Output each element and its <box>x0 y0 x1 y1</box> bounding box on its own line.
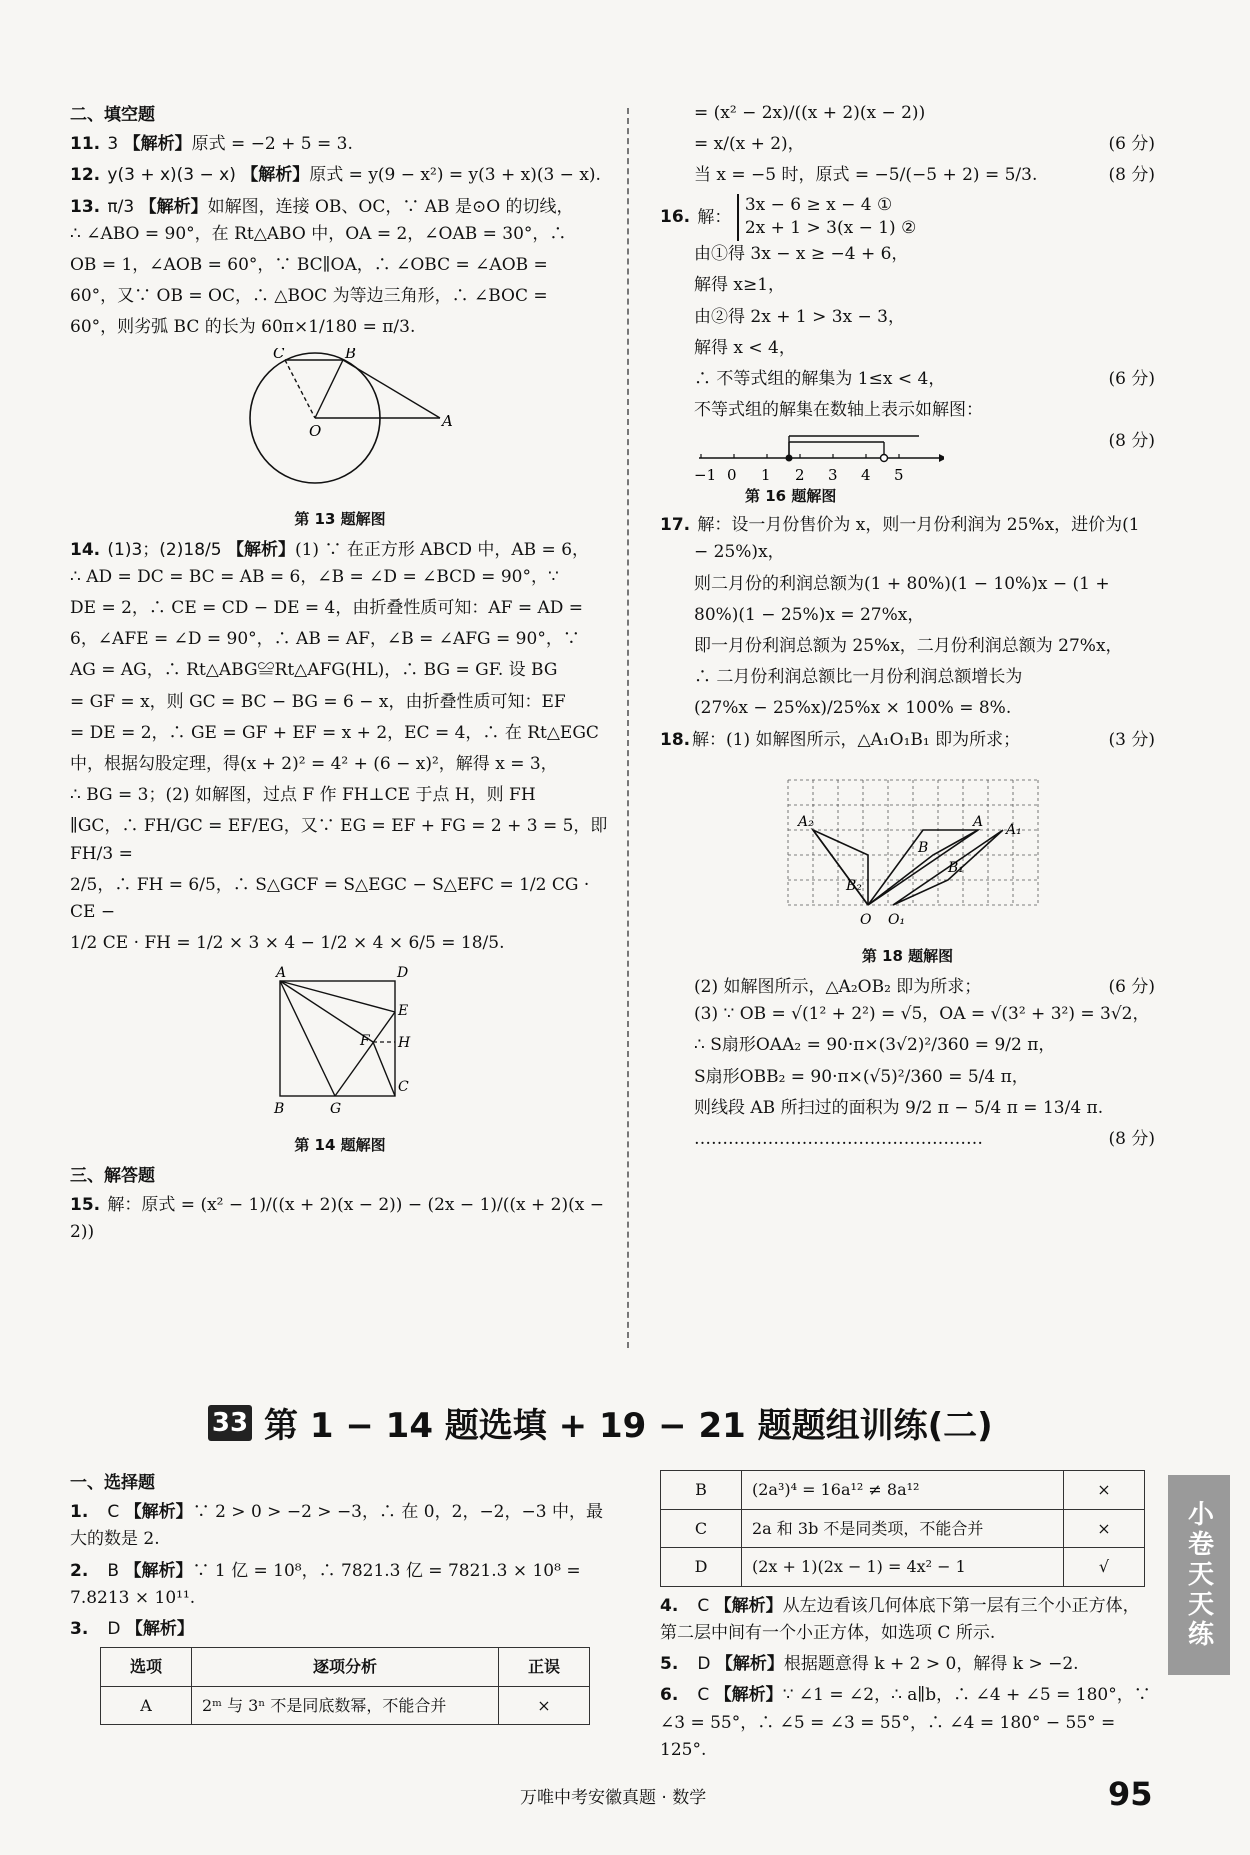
q15-cont-score-2: (8 分) <box>1108 165 1155 186</box>
q14-line-6: = DE = 2，∴ GE = GF + EF = x + 2，EC = 4，∴ 在 Rt△EGC <box>70 722 599 743</box>
q13-line-3: 60°，又∵ OB = OC，∴ △BOC 为等边三角形，∴ ∠BOC = <box>70 286 548 307</box>
q16-axis-text: 不等式组的解集在数轴上表示如解图： <box>694 400 983 421</box>
q15-cont-text-2: 当 x = −5 时，原式 = −5/(−5 + 2) = 5/3. <box>694 165 1038 186</box>
figure-13-caption: 第 13 题解图 <box>294 509 386 528</box>
q1-number: 1. <box>70 1502 89 1523</box>
fig18-label-a: A <box>972 813 983 830</box>
q15-text: 解：原式 = (x² − 1)/((x + 2)(x − 2)) − (2x − 1)/((x + 2)(x − 2)) <box>70 1194 604 1242</box>
q5-number: 5. <box>660 1654 679 1675</box>
q4-text: 从左边看该几何体底下第一层有三个小正方体，第二层中间有一个小正方体，如选项 C 所示. <box>660 1595 1140 1643</box>
q17-number: 17. <box>660 515 691 536</box>
fig14-label-g: G <box>330 1101 342 1118</box>
q16-score-1: (6 分) <box>1108 368 1155 389</box>
axis-tick-label-5: 4 <box>861 466 871 485</box>
fig14-label-e: E <box>398 1003 409 1020</box>
axis-tick-label-2: 1 <box>761 466 771 485</box>
q13-line-0: 如解图，连接 OB、OC，∵ AB 是⊙O 的切线， <box>207 196 574 217</box>
analysis-table-right <box>660 1470 1145 1587</box>
axis-tick-label-1: 0 <box>727 466 737 485</box>
question-11 <box>70 131 610 158</box>
q5-tag: 【解析】 <box>715 1654 784 1675</box>
q17-line-0: 解：设一月份售价为 x，则一月份利润为 25%x，进价为(1 <box>697 515 1140 536</box>
q14-line-4: AG = AG，∴ Rt△ABG≌Rt△AFG(HL)，∴ BG = GF. 设 BG <box>70 660 558 681</box>
q4-tag: 【解析】 <box>714 1595 783 1616</box>
q13-line-2: OB = 1，∠AOB = 60°，∵ BC∥OA，∴ ∠OBC = ∠AOB = <box>70 254 548 275</box>
banner-title: 第 1 − 14 题选填 + 19 − 21 题题组训练(二) <box>264 1406 993 1446</box>
q16-score-2: (8 分) <box>1108 431 1155 452</box>
fig18-label-o: O <box>859 911 871 928</box>
question-6 <box>660 1682 1155 1764</box>
q15-cont-text-0: = (x² − 2x)/((x + 2)(x − 2)) <box>694 103 926 123</box>
table-cell-result: × <box>1064 1471 1145 1510</box>
q6-text: ∵ ∠1 = ∠2，∴ a∥b，∴ ∠4 + ∠5 = 180°，∵ ∠3 = 55°，∴ ∠5 = ∠3 = 55°，∴ ∠4 = 180° − 55° = 125°. <box>660 1685 1151 1760</box>
q17-line-5: ∴ 二月份利润总额比一月份利润总额增长为 <box>694 667 1023 688</box>
q4-answer: C <box>697 1595 710 1616</box>
q18-line-4: ∴ S扇形OAA₂ = 90·π×(3√2)²/360 = 9/2 π， <box>694 1035 1056 1056</box>
figure-13 <box>70 348 610 531</box>
question-16 <box>660 194 1155 509</box>
table-cell-option: B <box>661 1471 742 1510</box>
table-cell-result: √ <box>1064 1548 1145 1587</box>
q15-cont-line-2 <box>660 162 1155 189</box>
section-solve-title: 三、解答题 <box>70 1165 155 1186</box>
q15-number: 15. <box>70 1194 101 1215</box>
q16-sys-1: 3x − 6 ≥ x − 4 ① <box>744 194 893 215</box>
bottom-left-column <box>70 1468 610 1725</box>
q14-tag: 【解析】 <box>226 539 295 560</box>
table-cell-result: × <box>1064 1509 1145 1548</box>
q11-answer: 3 <box>107 134 119 155</box>
q16-line-0: 由①得 3x − x ≥ −4 + 6， <box>694 244 909 265</box>
q14-line-1: ∴ AD = DC = BC = AB = 6，∠B = ∠D = ∠BCD = 90°，∵ <box>70 566 559 587</box>
right-column <box>660 100 1155 1157</box>
question-18 <box>660 727 1155 1154</box>
fig18-label-b: B <box>917 839 928 856</box>
q13-tag: 【解析】 <box>139 196 208 217</box>
bottom-right-column <box>660 1470 1155 1768</box>
figure-18-grid <box>768 760 1048 935</box>
fig14-label-b: B <box>274 1101 285 1118</box>
table-cell-analysis: (2x + 1)(2x − 1) = 4x² − 1 <box>742 1548 1064 1587</box>
q18-line-3: (3) ∵ OB = √(1² + 2²) = √5，OA = √(3² + 3²) = 3√2， <box>694 1004 1150 1025</box>
q18-line-2: (2) 如解图所示，△A₂OB₂ 即为所求； <box>694 976 982 997</box>
q17-line-3: 80%)(1 − 25%)x = 27%x， <box>694 604 925 625</box>
fig13-label-a: A <box>442 411 453 430</box>
table-cell-analysis: 2a 和 3b 不是同类项，不能合并 <box>742 1509 1064 1548</box>
section-fill-title: 二、填空题 <box>70 105 155 125</box>
q18-score-2: (6 分) <box>1108 976 1155 997</box>
q16-solution-set: ∴ 不等式组的解集为 1≤x < 4， <box>694 368 946 389</box>
q18-row-2 <box>660 974 1155 1001</box>
q12-tag: 【解析】 <box>241 165 310 186</box>
q16-sys-2: 2x + 1 > 3(x − 1) ② <box>744 218 917 239</box>
q16-intro: 解： <box>697 206 732 227</box>
axis-tick-label-6: 5 <box>894 466 904 485</box>
fig14-label-c: C <box>398 1079 409 1096</box>
q14-line-2: DE = 2，∴ CE = CD − DE = 4，由折叠性质可知：AF = AD = <box>70 598 584 619</box>
q3-number: 3. <box>70 1618 89 1639</box>
fig13-label-b: B <box>345 347 357 362</box>
q15-cont-score-1: (6 分) <box>1108 134 1155 155</box>
fig18-label-o1: O₁ <box>887 911 905 928</box>
q16-system <box>737 194 917 242</box>
axis-tick-label-4: 3 <box>828 466 838 485</box>
q13-answer: π/3 <box>107 196 135 217</box>
table-row <box>661 1471 1145 1510</box>
table-cell-analysis: (2a³)⁴ = 16a¹² ≠ 8a¹² <box>742 1471 1064 1510</box>
number-line-closed-point <box>786 455 793 462</box>
question-14 <box>70 537 610 958</box>
q18-score-3: (8 分) <box>1108 1128 1155 1149</box>
fig13-label-c: C <box>273 347 285 362</box>
q16-solution-row <box>660 366 1155 393</box>
fig13-label-o: O <box>309 421 322 440</box>
table-cell-option: A <box>101 1686 192 1725</box>
axis-tick-label-0: −1 <box>694 466 717 485</box>
q14-number: 14. <box>70 539 101 560</box>
q2-tag: 【解析】 <box>124 1560 193 1581</box>
q17-line-4: 即一月份利润总额为 25%x，二月份利润总额为 27%x， <box>694 636 1123 657</box>
q18-number: 18. <box>660 729 691 750</box>
figure-18 <box>660 760 1155 968</box>
q17-line-1: − 25%)x， <box>694 542 785 563</box>
fig18-label-a1: A₁ <box>1005 821 1022 838</box>
table-cell-analysis: 2ᵐ 与 3ⁿ 不是同底数幂，不能合并 <box>192 1686 499 1725</box>
question-15 <box>70 1192 610 1246</box>
footer <box>0 1775 1250 1815</box>
q1-answer: C <box>107 1502 120 1523</box>
q3-answer: D <box>107 1618 121 1639</box>
q11-tag: 【解析】 <box>123 134 192 155</box>
q1-text: ∵ 2 > 0 > −2 > −3，∴ 在 0，2，−2，−3 中，最大的数是 2. <box>70 1502 603 1550</box>
left-column <box>70 100 610 1250</box>
number-line-open-point <box>881 455 888 462</box>
footer-brand: 万唯中考安徽真题 · 数学 <box>520 1788 707 1808</box>
figure-18-caption: 第 18 题解图 <box>861 946 954 965</box>
fig14-label-d: D <box>397 965 409 982</box>
q2-number: 2. <box>70 1560 89 1581</box>
banner-badge: 33 <box>208 1405 252 1441</box>
question-12 <box>70 162 610 189</box>
figure-14-diagram <box>260 963 420 1123</box>
q14-line-5: = GF = x，则 GC = BC − BG = 6 − x，由折叠性质可知：EF <box>70 691 566 712</box>
q18-line-1: 解：(1) 如解图所示，△A₁O₁B₁ 即为所求； <box>692 729 1021 750</box>
q4-number: 4. <box>660 1595 679 1616</box>
question-1 <box>70 1499 610 1553</box>
q17-line-2: 则二月份的利润总额为(1 + 80%)(1 − 10%)x − (1 + <box>694 573 1110 594</box>
q14-line-7: 中，根据勾股定理，得(x + 2)² = 4² + (6 − x)²，解得 x = 3， <box>70 754 558 774</box>
q15-cont-line-1 <box>660 131 1155 158</box>
q14-line-11: 1/2 CE · FH = 1/2 × 3 × 4 − 1/2 × 4 × 6/5 = 18/5. <box>70 933 505 954</box>
q6-tag: 【解析】 <box>714 1685 783 1706</box>
q16-number: 16. <box>660 206 691 227</box>
question-3 <box>70 1616 610 1643</box>
table-cell-option: C <box>661 1509 742 1548</box>
q16-line-1: 解得 x≥1， <box>694 275 786 296</box>
q11-number: 11. <box>70 134 101 155</box>
figure-14 <box>70 963 610 1156</box>
section-choice-title: 一、选择题 <box>70 1473 155 1493</box>
q14-line-10: 2/5，∴ FH = 6/5，∴ S△GCF = S△EGC − S△EFC = 1/2 CG · CE − <box>70 874 590 922</box>
question-2 <box>70 1558 610 1612</box>
column-divider <box>627 108 629 1348</box>
q13-number: 13. <box>70 196 101 217</box>
q18-line-6: 则线段 AB 所扫过的面积为 9/2 π − 5/4 π = 13/4 π. <box>694 1097 1104 1118</box>
figure-13-diagram <box>225 348 455 498</box>
q2-text: ∵ 1 亿 = 10⁸，∴ 7821.3 亿 = 7821.3 × 10⁸ = 7.8213 × 10¹¹. <box>70 1560 581 1608</box>
table-header-result: 正误 <box>499 1648 590 1687</box>
q5-answer: D <box>697 1654 711 1675</box>
figure-14-caption: 第 14 题解图 <box>294 1135 386 1154</box>
question-13 <box>70 194 610 342</box>
q3-tag: 【解析】 <box>125 1618 194 1639</box>
q6-answer: C <box>697 1685 710 1706</box>
q6-number: 6. <box>660 1685 679 1706</box>
table-row <box>101 1686 590 1725</box>
fig14-label-h: H <box>398 1035 411 1052</box>
side-tab: 小卷天天练 <box>1168 1475 1230 1675</box>
q14-answer: (1)3；(2)18/5 <box>107 539 222 560</box>
fig18-label-b1: B₁ <box>947 859 964 876</box>
q16-axis-row <box>660 428 1155 484</box>
question-5 <box>660 1651 1155 1678</box>
q14-line-0: (1) ∵ 在正方形 ABCD 中，AB = 6， <box>294 539 590 560</box>
q18-row-1 <box>660 727 1155 754</box>
q11-text: 原式 = −2 + 5 = 3. <box>191 134 353 155</box>
q15-cont-line-0 <box>660 100 1155 127</box>
table-header-option: 选项 <box>101 1648 192 1687</box>
figure-16-caption: 第 16 题解图 <box>745 487 837 506</box>
q13-line-4: 60°，则劣弧 BC 的长为 60π×1/180 = π/3. <box>70 317 416 338</box>
page-number: 95 <box>1108 1775 1153 1813</box>
q15-cont-text-1: = x/(x + 2)， <box>694 134 805 155</box>
q12-answer: y(3 + x)(3 − x) <box>107 165 236 186</box>
fig18-label-b2: B₂ <box>845 877 862 894</box>
question-17 <box>660 512 1155 722</box>
table-header-analysis: 逐项分析 <box>192 1648 499 1687</box>
q14-line-9: ∥GC，∴ FH/GC = EF/EG，又∵ EG = EF + FG = 2 + 3 = 5，即 FH/3 = <box>70 816 608 864</box>
q16-line-3: 解得 x < 4， <box>694 337 796 358</box>
table-cell-option: D <box>661 1548 742 1587</box>
q1-tag: 【解析】 <box>124 1502 193 1523</box>
table-row <box>661 1509 1145 1548</box>
axis-tick-label-3: 2 <box>795 466 805 485</box>
q14-line-3: 6，∠AFE = ∠D = 90°，∴ AB = AF，∠B = ∠AFG = 90°，∵ <box>70 629 580 650</box>
table-cell-result: × <box>499 1686 590 1725</box>
q18-row-3: …………………………………………… (8 分) <box>660 1126 1155 1153</box>
q12-text: 原式 = y(9 − x²) = y(3 + x)(3 − x). <box>309 165 601 186</box>
q5-text: 根据题意得 k + 2 > 0，解得 k > −2. <box>783 1654 1079 1675</box>
number-line <box>694 428 944 484</box>
q2-answer: B <box>107 1560 120 1581</box>
fig18-label-a2: A₂ <box>797 813 814 830</box>
q13-line-1: ∴ ∠ABO = 90°，在 Rt△ABO 中，OA = 2，∠OAB = 30°，∴ <box>70 223 567 244</box>
table-header-row <box>101 1648 590 1687</box>
analysis-table-left <box>100 1647 590 1725</box>
q14-line-8: ∴ BG = 3；(2) 如解图，过点 F 作 FH⊥CE 于点 H，则 FH <box>70 785 536 806</box>
table-row <box>661 1548 1145 1587</box>
q17-line-6: (27%x − 25%x)/25%x × 100% = 8%. <box>694 698 1012 719</box>
fig14-label-a: A <box>276 965 287 982</box>
section-banner <box>208 1395 1028 1450</box>
q12-number: 12. <box>70 165 101 186</box>
fig14-label-f: F <box>360 1033 370 1050</box>
q18-line-5: S扇形OBB₂ = 90·π×(√5)²/360 = 5/4 π， <box>694 1066 1029 1087</box>
q18-score-1: (3 分) <box>1108 729 1155 750</box>
question-4 <box>660 1593 1155 1647</box>
q16-line-2: 由②得 2x + 1 > 3x − 3， <box>694 306 905 327</box>
